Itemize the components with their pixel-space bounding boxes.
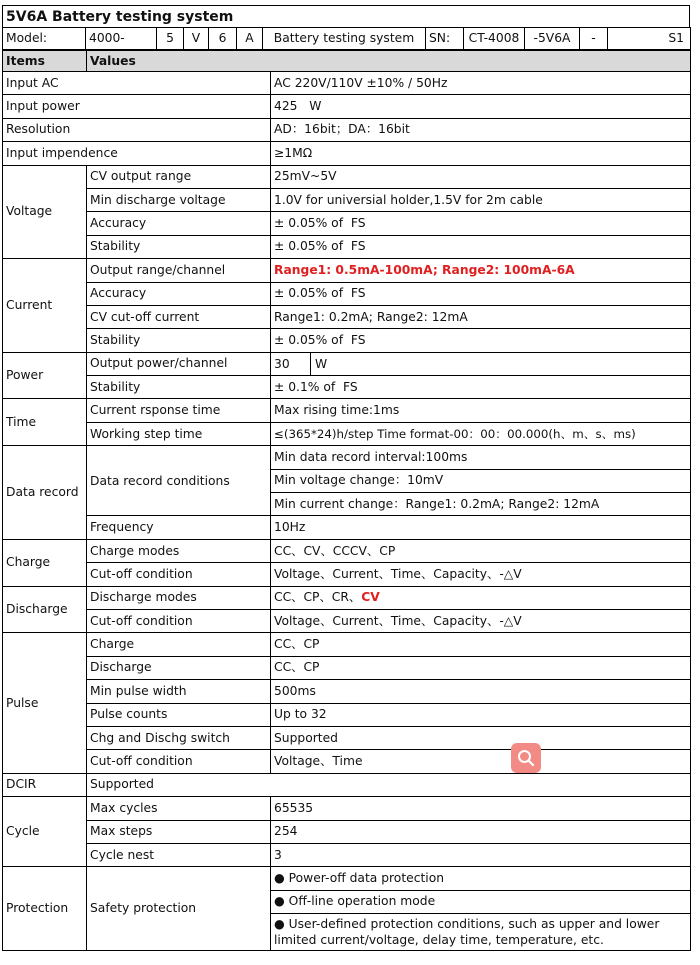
table-row — [3, 118, 691, 141]
table-row — [3, 680, 691, 703]
sheet-title: 5V6A Battery testing system — [2, 5, 690, 27]
item-label: Charge modes — [87, 539, 271, 562]
item-value-highlight: Range1: 0.5mA-100mA; Range2: 100mA-6A — [271, 259, 691, 282]
table-row — [3, 422, 691, 445]
table-row — [3, 516, 691, 539]
model-description: Battery testing system — [263, 28, 426, 50]
item-value: Voltage、Time — [271, 750, 691, 773]
item-value: CC、CP — [271, 633, 691, 656]
discharge-modes-text: CC、CP、CR、 — [274, 590, 362, 605]
table-row — [3, 586, 691, 609]
category-discharge: Discharge — [3, 586, 87, 633]
model-part-5: A — [237, 28, 263, 50]
item-value: ± 0.05% of FS — [271, 212, 691, 235]
model-part-2: 5 — [157, 28, 184, 50]
category-power: Power — [3, 352, 87, 399]
item-value — [271, 586, 691, 609]
model-part-4: 6 — [209, 28, 237, 50]
table-row — [3, 352, 691, 375]
table-row — [3, 656, 691, 679]
item-value: CC、CP — [271, 656, 691, 679]
item-value: ● Power-off data protection — [271, 867, 691, 890]
table-row — [3, 539, 691, 562]
item-value: AC 220V/110V ±10% / 50Hz — [271, 72, 691, 95]
table-row — [3, 282, 691, 305]
item-value: 425 W — [271, 95, 691, 118]
item-value: Min voltage change：10mV — [271, 469, 691, 492]
table-row — [3, 867, 691, 890]
item-label: Output power/channel — [87, 352, 271, 375]
item-value: 3 — [271, 843, 691, 866]
zoom-button[interactable] — [511, 743, 541, 773]
sn-part-1: CT-4008 — [464, 28, 525, 50]
category-pulse: Pulse — [3, 633, 87, 773]
item-label: Accuracy — [87, 282, 271, 305]
item-value: ± 0.05% of FS — [271, 282, 691, 305]
item-value: Min data record interval:100ms — [271, 446, 691, 469]
power-value: 30 — [271, 353, 311, 375]
table-row — [3, 750, 691, 773]
items-header: Items — [3, 51, 87, 72]
item-label: Charge — [87, 633, 271, 656]
item-label: Stability — [87, 376, 271, 399]
category-data-record: Data record — [3, 446, 87, 540]
discharge-modes-highlight: CV — [361, 590, 380, 605]
table-row — [3, 609, 691, 632]
item-value: Voltage、Current、Time、Capacity、-△V — [271, 563, 691, 586]
table-row — [3, 212, 691, 235]
table-row — [3, 188, 691, 211]
model-label: Model: — [3, 28, 86, 50]
item-value: ≤(365*24)h/step Time format-00：00：00.000(h、m、s、ms) — [271, 422, 691, 445]
table-row — [3, 329, 691, 352]
table-row — [3, 726, 691, 749]
item-value: ± 0.1% of FS — [271, 376, 691, 399]
item-value: ± 0.05% of FS — [271, 235, 691, 258]
item-label: Pulse counts — [87, 703, 271, 726]
model-row — [3, 28, 691, 50]
sn-label: SN: — [426, 28, 464, 50]
item-label: Min discharge voltage — [87, 188, 271, 211]
item-value: 25mV~5V — [271, 165, 691, 188]
model-part-3: V — [184, 28, 209, 50]
sn-part-3: - — [580, 28, 608, 50]
table-row — [3, 259, 691, 282]
sn-part-4: S1 — [608, 28, 691, 50]
item-label: Discharge modes — [87, 586, 271, 609]
item-value: Supported — [87, 773, 691, 796]
table-row — [3, 797, 691, 820]
item-value: 10Hz — [271, 516, 691, 539]
item-label: Input impendence — [3, 142, 271, 165]
category-time: Time — [3, 399, 87, 446]
item-value: ● Off-line operation mode — [271, 890, 691, 913]
item-label: Cycle nest — [87, 843, 271, 866]
table-row — [3, 633, 691, 656]
table-row — [3, 563, 691, 586]
table-row — [3, 446, 691, 469]
item-label: Discharge — [87, 656, 271, 679]
item-label: Input power — [3, 95, 271, 118]
item-value: AD：16bit；DA：16bit — [271, 118, 691, 141]
item-value: 500ms — [271, 680, 691, 703]
power-unit: W — [315, 356, 328, 371]
category-protection: Protection — [3, 867, 87, 951]
item-label: Cut-off condition — [87, 609, 271, 632]
table-row — [3, 95, 691, 118]
table-row — [3, 399, 691, 422]
item-value: ± 0.05% of FS — [271, 329, 691, 352]
table-row — [3, 235, 691, 258]
item-value: Max rising time:1ms — [271, 399, 691, 422]
item-label: Working step time — [87, 422, 271, 445]
item-label: CV output range — [87, 165, 271, 188]
item-value — [271, 352, 691, 375]
item-label: Stability — [87, 329, 271, 352]
category-current: Current — [3, 259, 87, 353]
item-label: Safety protection — [87, 867, 271, 951]
item-value: Min current change：Range1: 0.2mA; Range2: 12mA — [271, 493, 691, 516]
table-row — [3, 165, 691, 188]
category-voltage: Voltage — [3, 165, 87, 259]
item-label: Max steps — [87, 820, 271, 843]
item-label: Frequency — [87, 516, 271, 539]
item-value: Voltage、Current、Time、Capacity、-△V — [271, 609, 691, 632]
item-label: Stability — [87, 235, 271, 258]
item-label: Chg and Dischg switch — [87, 726, 271, 749]
item-label: Output range/channel — [87, 259, 271, 282]
table-row — [3, 142, 691, 165]
table-row — [3, 843, 691, 866]
table-row — [3, 820, 691, 843]
table-row — [3, 773, 691, 796]
model-table — [2, 27, 691, 50]
item-label: Accuracy — [87, 212, 271, 235]
item-label: Cut-off condition — [87, 750, 271, 773]
item-label: Data record conditions — [87, 446, 271, 516]
item-label: CV cut-off current — [87, 305, 271, 328]
model-part-1: 4000- — [86, 28, 157, 50]
item-value: ≥1MΩ — [271, 142, 691, 165]
values-header: Values — [87, 51, 691, 72]
item-label: Max cycles — [87, 797, 271, 820]
item-label: Min pulse width — [87, 680, 271, 703]
item-value: Supported — [271, 726, 691, 749]
spec-sheet — [2, 5, 690, 951]
header-row — [3, 51, 691, 72]
category-charge: Charge — [3, 539, 87, 586]
table-row — [3, 376, 691, 399]
table-row — [3, 703, 691, 726]
sn-part-2: -5V6A — [525, 28, 580, 50]
item-label: Input AC — [3, 72, 271, 95]
item-value: 254 — [271, 820, 691, 843]
category-dcir: DCIR — [3, 773, 87, 796]
item-value: 65535 — [271, 797, 691, 820]
spec-table — [2, 50, 691, 951]
item-value: ● User-defined protection conditions, such as upper and lower limited current/voltage, delay time, temperature, etc. — [271, 914, 691, 951]
table-row — [3, 305, 691, 328]
item-value: Range1: 0.2mA; Range2: 12mA — [271, 305, 691, 328]
table-row — [3, 72, 691, 95]
item-value: Up to 32 — [271, 703, 691, 726]
magnifier-icon — [516, 748, 536, 768]
item-label: Resolution — [3, 118, 271, 141]
item-label: Current rsponse time — [87, 399, 271, 422]
category-cycle: Cycle — [3, 797, 87, 867]
item-label: Cut-off condition — [87, 563, 271, 586]
item-value: 1.0V for universial holder,1.5V for 2m cable — [271, 188, 691, 211]
item-value: CC、CV、CCCV、CP — [271, 539, 691, 562]
